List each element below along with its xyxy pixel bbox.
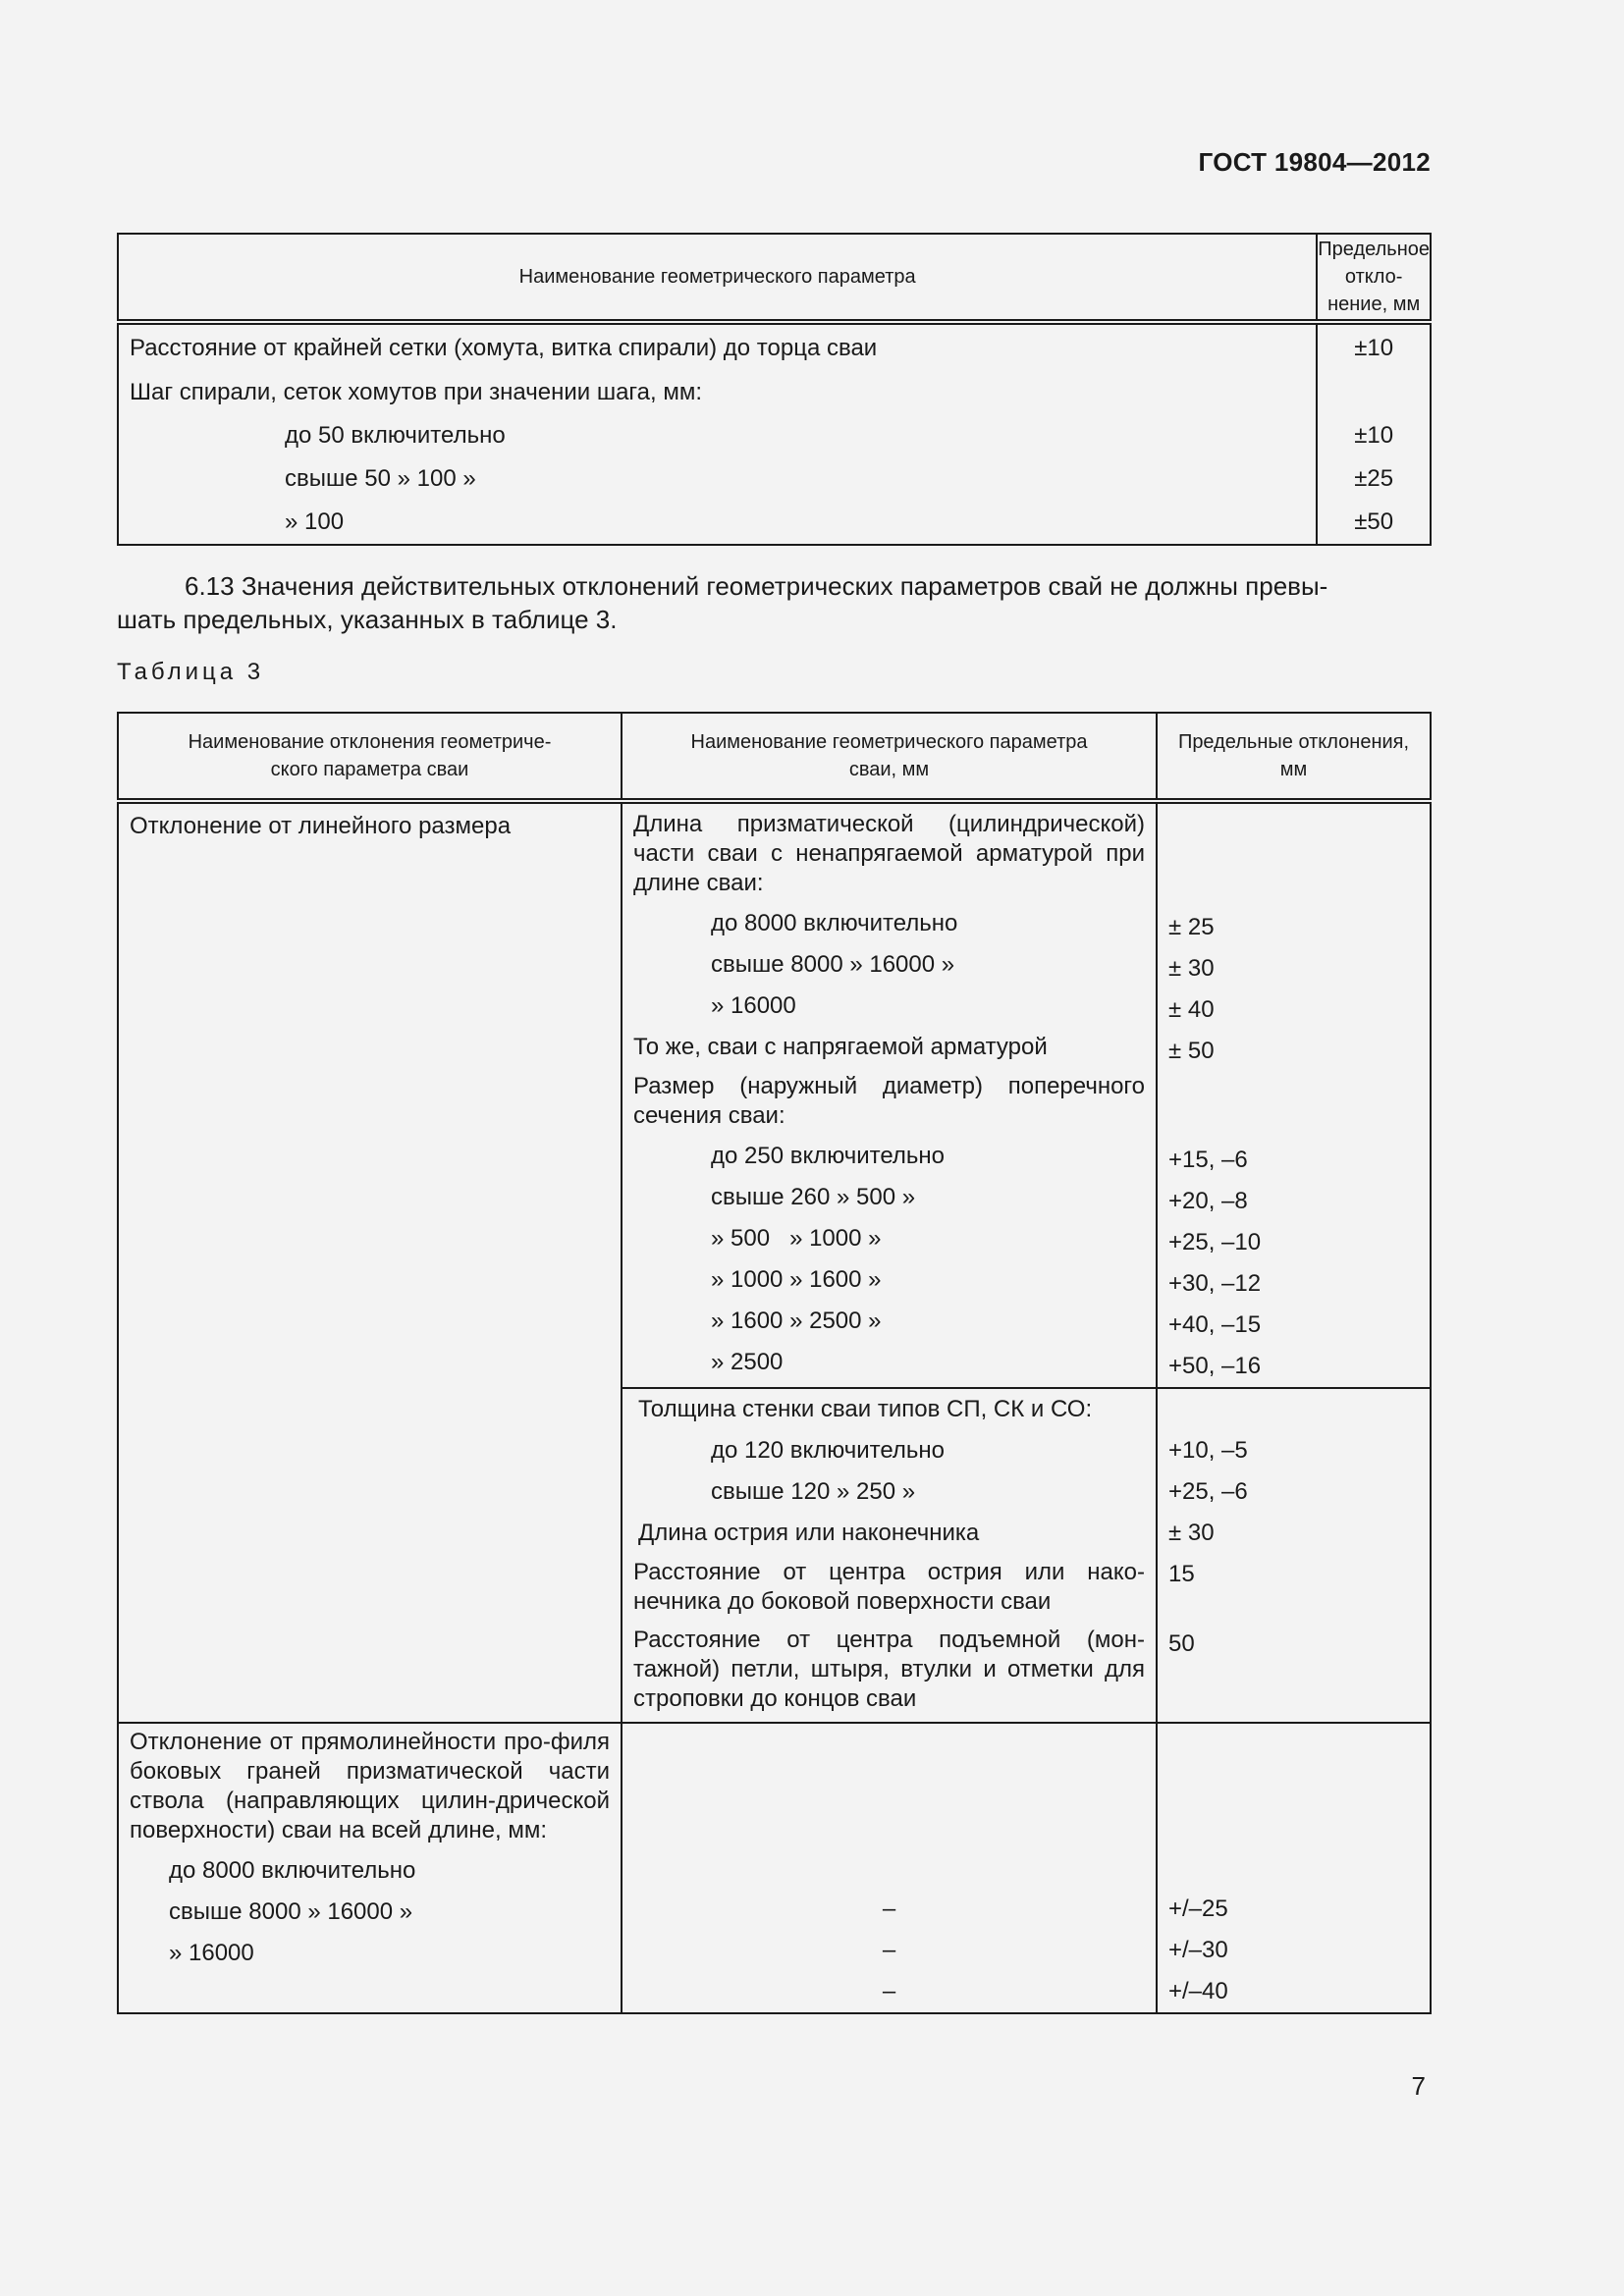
value-line: ± 25 <box>1168 914 1215 940</box>
param-line: Толщина стенки сваи типов СП, СК и СО: <box>638 1396 1093 1422</box>
param-line: Расстояние от центра подъемной (мон-тажной) петли, штыря, втулки и отметки для строповки до концов сваи <box>633 1627 1145 1712</box>
table-cell <box>118 801 622 1723</box>
table-cell <box>622 1388 1157 1723</box>
param-line: » 2500 <box>711 1349 784 1375</box>
value-line: +20, –8 <box>1168 1188 1248 1214</box>
value-line <box>1168 1389 1419 1430</box>
table-header-cell: Предельные отклонения, мм <box>1157 713 1431 801</box>
table-cell: Расстояние от крайней сетки (хомута, витка спирали) до торца сваи <box>118 322 1317 371</box>
table-cell <box>1157 801 1431 1388</box>
param-line: свыше 260 » 500 » <box>711 1184 916 1210</box>
deviation-name: Отклонение от прямолинейности про-филя боковых граней призматической части ствола (направляющих цилин-дрической поверхности) сваи на всей длине, мм: <box>130 1729 610 1843</box>
param-line: » 1600 » 2500 » <box>711 1308 882 1334</box>
value-line: +/–40 <box>1168 1978 1228 2004</box>
table-cell: ±10 <box>1354 422 1394 449</box>
param-line: Расстояние от центра острия или нако-нечника до боковой поверхности сваи <box>633 1559 1145 1615</box>
table-header-cell: Предельное откло- нение, мм <box>1317 234 1431 322</box>
param-line: » 1000 » 1600 » <box>711 1266 882 1293</box>
table-cell: свыше 50 » 100 » <box>118 457 1317 501</box>
value-line <box>1168 810 1419 907</box>
spacer <box>633 1724 1145 1889</box>
table-3 <box>117 712 1432 2014</box>
paragraph-line: 6.13 Значения действительных отклонений геометрических параметров свай не должны превы- <box>185 571 1328 601</box>
paragraph-6-13 <box>117 569 1432 636</box>
param-line: свыше 120 » 250 » <box>711 1478 916 1505</box>
table-cell <box>622 801 1157 1388</box>
param-line: » 500 » 1000 » <box>711 1225 882 1252</box>
value-line: ± 50 <box>1168 1038 1215 1064</box>
table-header-cell: Наименование отклонения геометриче- ского параметра сваи <box>118 713 622 801</box>
param-line: – <box>882 1937 896 1963</box>
value-line <box>1168 1072 1419 1140</box>
page-number: 7 <box>1411 2071 1426 2101</box>
value-line: ± 40 <box>1168 996 1215 1023</box>
value-line: +15, –6 <box>1168 1147 1248 1173</box>
table-caption: Таблица 3 <box>117 659 265 685</box>
table-cell: до 50 включительно <box>118 414 1317 457</box>
deviation-name: Отклонение от линейного размера <box>130 813 512 839</box>
value-line: +10, –5 <box>1168 1437 1248 1464</box>
value-line: +/–25 <box>1168 1896 1228 1922</box>
table-cell: Шаг спирали, сеток хомутов при значении шага, мм: <box>118 371 1317 414</box>
value-line: +50, –16 <box>1168 1353 1262 1379</box>
param-line: То же, сваи с напрягаемой арматурой <box>633 1034 1048 1060</box>
value-line: 15 <box>1168 1561 1195 1587</box>
param-line: до 8000 включительно <box>711 910 958 936</box>
param-line: Длина острия или наконечника <box>638 1520 980 1546</box>
param-line: – <box>882 1896 896 1922</box>
deviation-subitem: до 8000 включительно <box>169 1857 416 1884</box>
table-header-cell: Наименование геометрического параметра <box>118 234 1317 322</box>
table-cell: ±25 <box>1354 465 1394 492</box>
paragraph-line: шать предельных, указанных в таблице 3. <box>117 605 618 634</box>
table-cell: » 100 <box>118 501 1317 545</box>
deviation-subitem: » 16000 <box>169 1940 254 1966</box>
table-header-cell: Наименование геометрического параметра сваи, мм <box>622 713 1157 801</box>
value-line: 50 <box>1168 1630 1195 1657</box>
table-cell <box>1157 1388 1431 1723</box>
param-line: » 16000 <box>711 992 796 1019</box>
value-line: +40, –15 <box>1168 1311 1262 1338</box>
value-line: +/–30 <box>1168 1937 1228 1963</box>
table-cell <box>622 1723 1157 2013</box>
table-cell <box>1317 371 1431 414</box>
param-line: до 250 включительно <box>711 1143 946 1169</box>
value-line: ± 30 <box>1168 1520 1215 1546</box>
value-line: +25, –10 <box>1168 1229 1262 1255</box>
spacer <box>1168 1724 1419 1889</box>
table-cell <box>1157 1723 1431 2013</box>
table-cell: ±10 <box>1354 334 1394 361</box>
param-line: до 120 включительно <box>711 1437 946 1464</box>
param-line: Размер (наружный диаметр) поперечного сечения сваи: <box>633 1073 1145 1129</box>
param-line: свыше 8000 » 16000 » <box>711 951 955 978</box>
value-line: +30, –12 <box>1168 1270 1262 1297</box>
value-line: +25, –6 <box>1168 1478 1248 1505</box>
document-header: ГОСТ 19804—2012 <box>1198 147 1431 177</box>
deviation-subitem: свыше 8000 » 16000 » <box>169 1898 413 1925</box>
param-line: Длина призматической (цилиндрической) части сваи с ненапрягаемой арматурой при длине сваи: <box>633 811 1145 896</box>
table-cell <box>118 1723 622 2013</box>
table-previous-continuation <box>117 233 1432 546</box>
param-line: – <box>882 1978 896 2004</box>
value-line: ± 30 <box>1168 955 1215 982</box>
table-cell: ±50 <box>1354 508 1394 535</box>
